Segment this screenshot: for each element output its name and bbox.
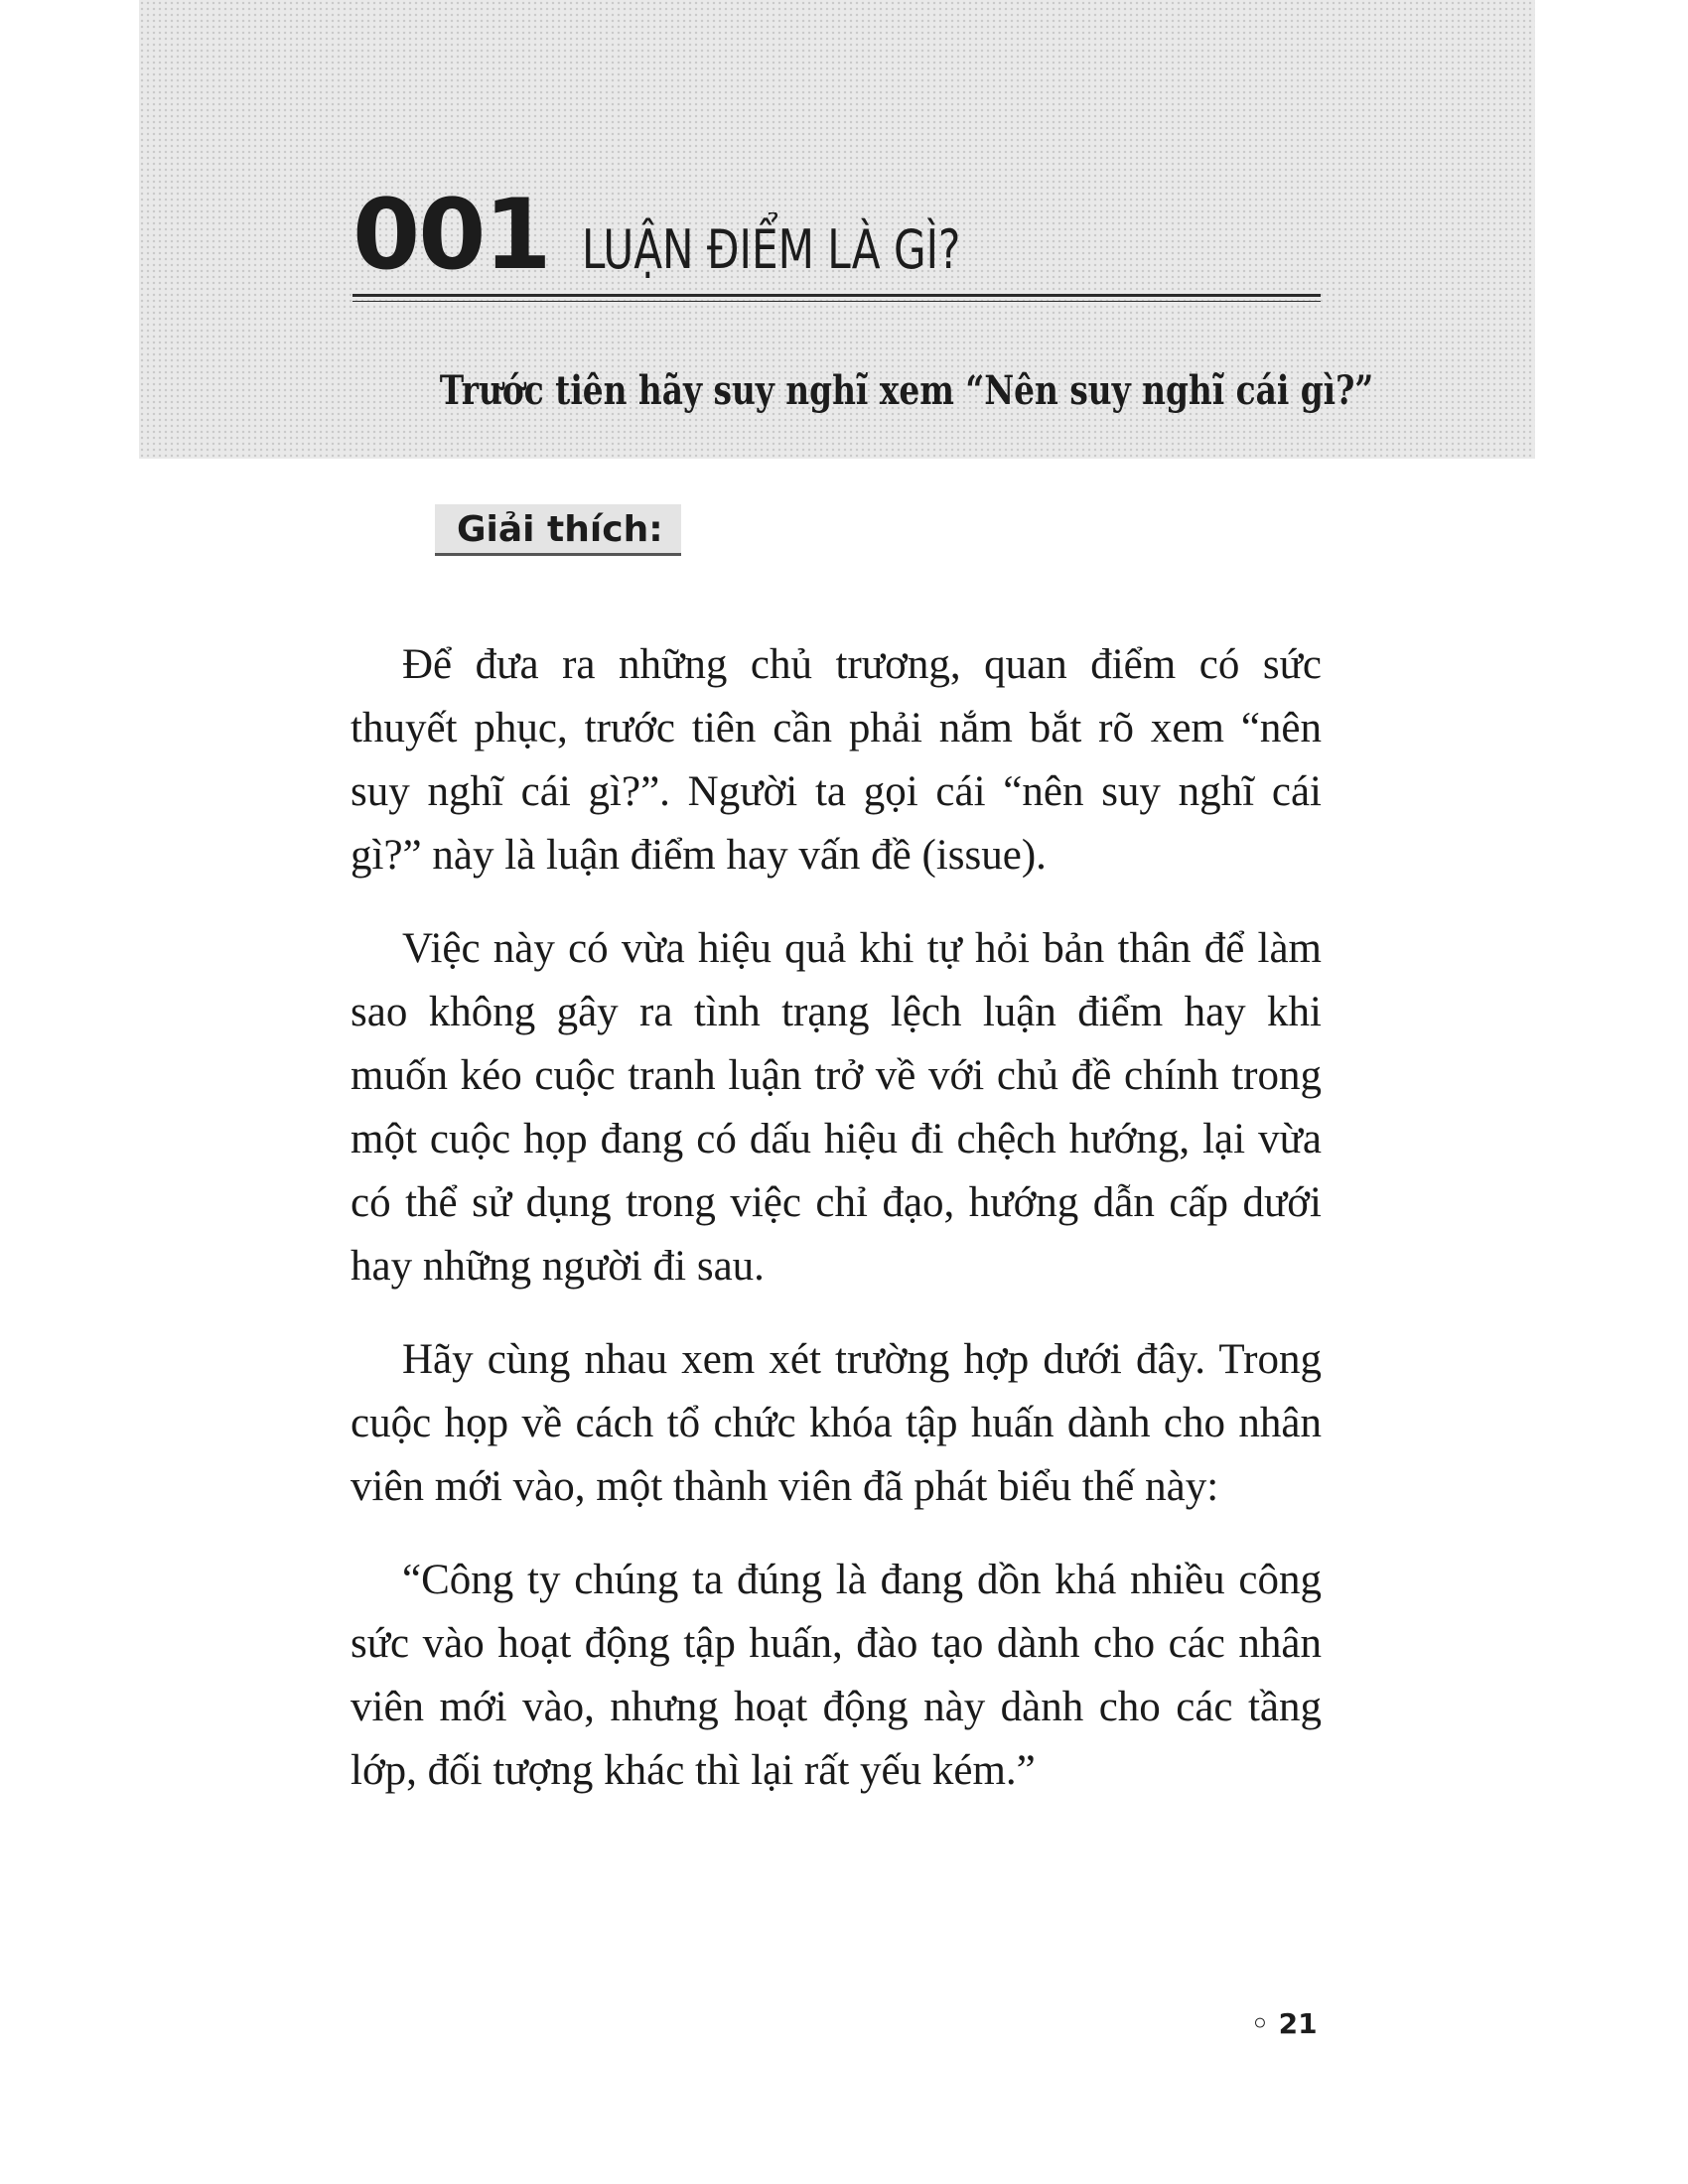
chapter-number: 001: [352, 179, 550, 292]
title-divider: [352, 294, 1321, 297]
paragraph-1: Để đưa ra những chủ trương, quan điểm có sức thuyết phục, trước tiên cần phải nắm bắt rõ xem “nên suy nghĩ cái gì?”. Người ta gọi cái “nên suy nghĩ cái gì?” này là luận điểm hay vấn đề (issue).: [351, 641, 1322, 879]
page-number: ◦ 21: [1251, 2007, 1318, 2040]
section-label: Giải thích:: [435, 504, 681, 556]
paragraph-3: Hãy cùng nhau xem xét trường hợp dưới đây. Trong cuộc họp về cách tổ chức khóa tập huấn dành cho nhân viên mới vào, một thành viên đã phát biểu thế này:: [351, 1336, 1322, 1510]
title-divider-thin: [352, 301, 1321, 302]
body-text: [351, 633, 1322, 1833]
paragraph-4: “Công ty chúng ta đúng là đang dồn khá nhiều công sức vào hoạt động tập huấn, đào tạo dành cho các nhân viên mới vào, nhưng hoạt động này dành cho các tầng lớp, đối tượng khác thì lại rất yếu kém.”: [351, 1557, 1322, 1794]
chapter-heading: [352, 179, 1067, 292]
chapter-title: LUẬN ĐIỂM LÀ GÌ?: [581, 218, 960, 281]
chapter-subtitle: Trước tiên hãy suy nghĩ xem “Nên suy nghĩ cái gì?”: [439, 367, 1374, 414]
paragraph-2: Việc này có vừa hiệu quả khi tự hỏi bản thân để làm sao không gây ra tình trạng lệch luận điểm hay khi muốn kéo cuộc tranh luận trở về với chủ đề chính trong một cuộc họp đang có dấu hiệu đi chệch hướng, lại vừa có thể sử dụng trong việc chỉ đạo, hướng dẫn cấp dưới hay những người đi sau.: [351, 925, 1322, 1290]
